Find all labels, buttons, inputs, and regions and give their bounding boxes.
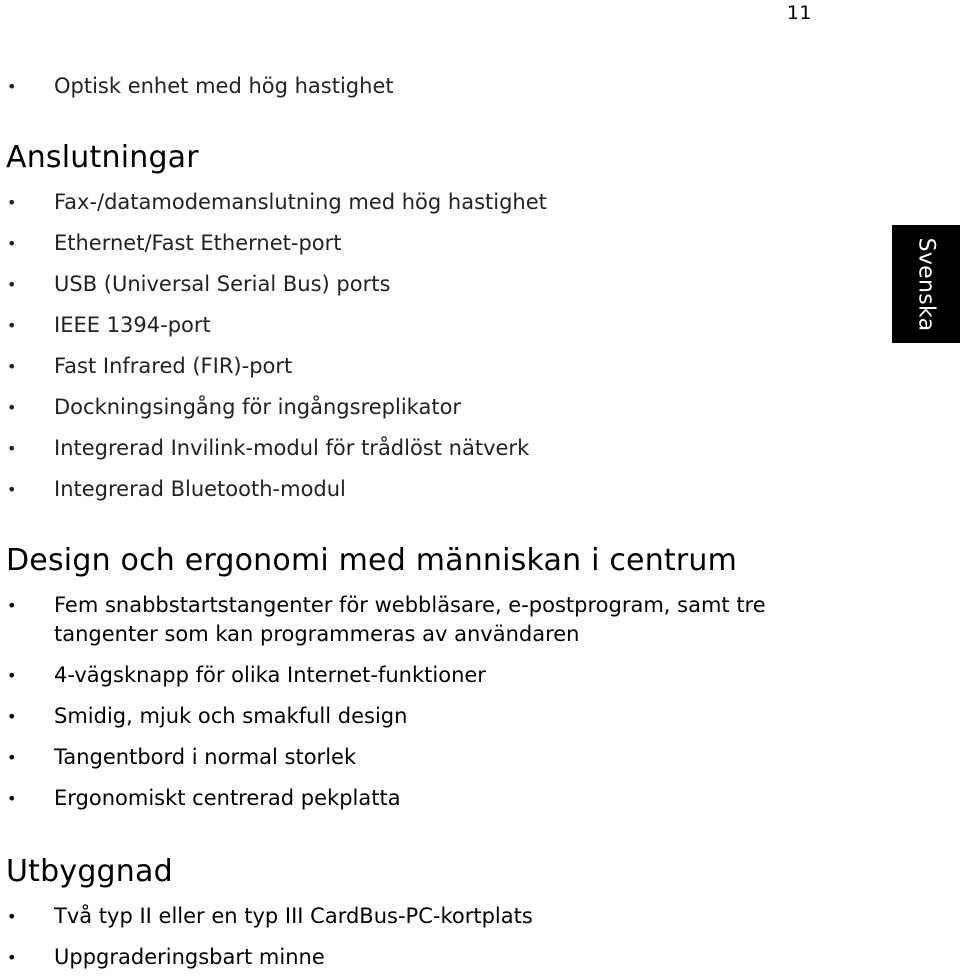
bullet-icon: •	[7, 193, 17, 212]
list-item	[0, 743, 880, 772]
list-item	[0, 393, 880, 422]
bullet-icon: •	[7, 596, 17, 615]
list-item	[0, 661, 880, 690]
bullet-icon: •	[7, 398, 17, 417]
list-item	[0, 475, 880, 504]
list-item-text: IEEE 1394-port	[54, 313, 211, 337]
bullet-icon: •	[7, 439, 17, 458]
list-item	[0, 188, 880, 217]
list-item	[0, 591, 814, 649]
list-item-text: Fem snabbstartstangenter för webbläsare, e-postprogram, samt tre tangenter som kan programmeras av användaren	[54, 593, 766, 646]
list-item	[0, 902, 880, 931]
bullet-icon: •	[7, 275, 17, 294]
bullet-icon: •	[7, 948, 17, 967]
list-item	[0, 943, 880, 972]
list-item	[0, 702, 880, 731]
bullet-icon: •	[7, 907, 17, 926]
bullet-icon: •	[7, 789, 17, 808]
section-heading: Utbyggnad	[6, 854, 173, 889]
section-heading: Anslutningar	[6, 140, 199, 175]
section-heading: Design och ergonomi med människan i centrum	[6, 543, 738, 578]
intro-list	[0, 72, 880, 101]
list-item-text: 4-vägsknapp för olika Internet-funktioner	[54, 663, 486, 687]
list-item-text: Smidig, mjuk och smakfull design	[54, 704, 408, 728]
section-utbyggnad	[0, 854, 880, 972]
list-item-text: USB (Universal Serial Bus) ports	[54, 272, 391, 296]
list-item-text: Fax-/datamodemanslutning med hög hastighet	[54, 190, 547, 214]
section-design	[0, 543, 880, 813]
language-tab	[892, 225, 960, 343]
language-tab-label: Svenska	[913, 237, 939, 331]
list-item-text: Optisk enhet med hög hastighet	[54, 74, 394, 98]
list-item-text: Uppgraderingsbart minne	[54, 945, 325, 969]
bullet-icon: •	[7, 234, 17, 253]
bullet-icon: •	[7, 480, 17, 499]
list-item-text: Tangentbord i normal storlek	[54, 745, 357, 769]
list-item	[0, 229, 880, 258]
bullet-icon: •	[7, 666, 17, 685]
list-item	[0, 434, 880, 463]
list-item	[0, 270, 880, 299]
list-item	[0, 352, 880, 381]
bullet-icon: •	[7, 77, 17, 96]
list-item-text: Dockningsingång för ingångsreplikator	[54, 395, 462, 419]
list-item-text: Två typ II eller en typ III CardBus-PC-kortplats	[54, 904, 533, 928]
list-item	[0, 784, 880, 813]
bullet-icon: •	[7, 357, 17, 376]
list-item-text: Integrerad Invilink-modul för trådlöst nätverk	[54, 436, 530, 460]
list-item	[0, 72, 880, 101]
list-item-text: Fast Infrared (FIR)-port	[54, 354, 293, 378]
page-number: 11	[786, 2, 812, 24]
bullet-icon: •	[7, 748, 17, 767]
list-item-text: Integrerad Bluetooth-modul	[54, 477, 346, 501]
bullet-icon: •	[7, 707, 17, 726]
list-item-text: Ergonomiskt centrerad pekplatta	[54, 786, 401, 810]
list-item-text: Ethernet/Fast Ethernet-port	[54, 231, 342, 255]
list-item	[0, 311, 880, 340]
bullet-icon: •	[7, 316, 17, 335]
section-anslutningar	[0, 140, 880, 504]
